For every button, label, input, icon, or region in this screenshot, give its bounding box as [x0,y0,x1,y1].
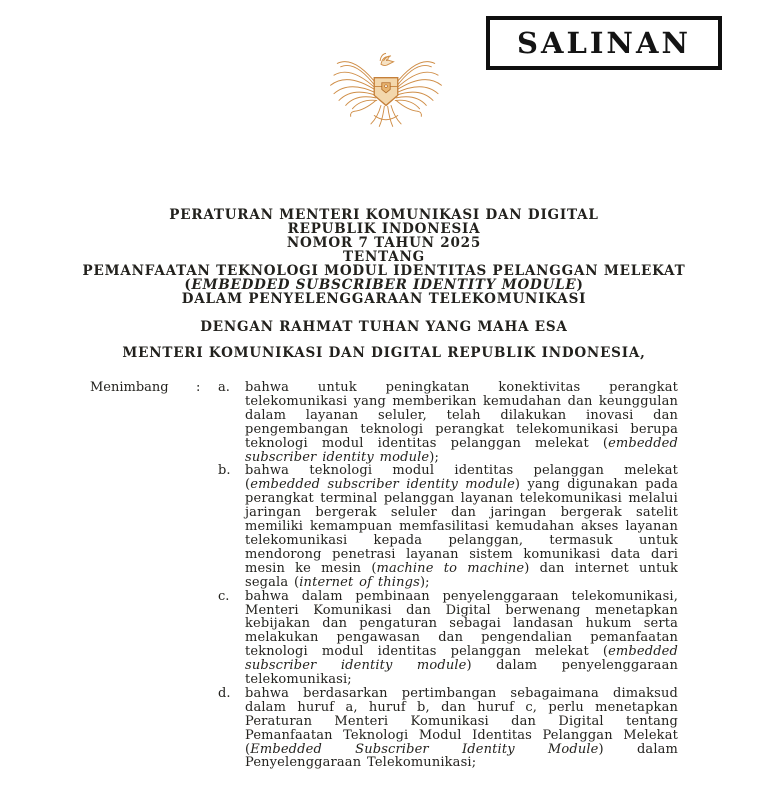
salinan-stamp [486,16,722,70]
left-wing [331,62,378,109]
item-text: bahwa teknologi modul identitas pelanggan melekat (embedded subscriber identity module) yang digunakan pada perangkat terminal pelanggan layanan telekomunikasi melalui jaringan bergerak seluler dan jaringan bergerak satelit memiliki kemampuan memfasilitasi kemudahan akses layanan telekomunikasi kepada pelanggan, termasuk untuk mendorong penetrasi layanan sistem komunikasi data dari mesin ke mesin (machine to machine) dan internet untuk segala (internet of things); [245,463,678,590]
title-line-republic: REPUBLIK INDONESIA [287,221,481,237]
invocation-line: DENGAN RAHMAT TUHAN YANG MAHA ESA [200,319,568,335]
considering-item-c [218,590,678,687]
title-line-scope: DALAM PENYELENGGARAAN TELEKOMUNIKASI [181,291,587,307]
considering-item-b [218,464,678,589]
title-line-subject: PEMANFAATAN TEKNOLOGI MODUL IDENTITAS PELANGGAN MELEKAT [82,263,686,279]
considering-colon: : [196,380,201,395]
title-line-esim: (EMBEDDED SUBSCRIBER IDENTITY MODULE) [184,277,584,293]
item-letter: c. [218,588,230,604]
pancasila-shield [374,78,398,106]
item-letter: b. [218,463,231,479]
right-wing [394,62,441,109]
considering-item-d [218,687,678,770]
considering-items [218,381,678,770]
item-text: bahwa untuk peningkatan konektivitas perangkat telekomunikasi yang memberikan kemudahan dan keunggulan dalam layanan seluler, telah dilakukan inovasi dan pengembangan teknologi perangkat telekomunikasi berupa teknologi modul identitas pelanggan melekat (embedded subscriber identity module); [245,380,678,465]
tail-feathers [371,105,401,126]
item-letter: d. [218,685,231,701]
garuda-head [380,53,393,65]
title-line-number: NOMOR 7 TAHUN 2025 [286,235,482,251]
authority-line: MENTERI KOMUNIKASI DAN DIGITAL REPUBLIK INDONESIA, [122,345,646,361]
item-letter: a. [218,380,230,395]
garuda-pancasila-emblem [326,50,446,134]
considering-label: Menimbang [90,380,169,395]
document-title [54,208,714,306]
title-line-tentang: TENTANG [343,249,425,265]
title-line-regulation: PERATURAN MENTERI KOMUNIKASI DAN DIGITAL [169,207,599,223]
item-text: bahwa dalam pembinaan penyelenggaraan telekomunikasi, Menteri Komunikasi dan Digital berwenang menetapkan kebijakan dan pengaturan sebagai landasan hukum serta melakukan pengawasan dan pengendalian pemanfaatan teknologi modul identitas pelanggan melekat (embedded subscriber identity module) dalam penyelenggaraan telekomunikasi; [245,588,678,688]
item-text: bahwa berdasarkan pertimbangan sebagaimana dimaksud dalam huruf a, huruf b, dan huruf c, perlu menetapkan Peraturan Menteri Komunikasi dan Digital tentang Pemanfaatan Teknologi Modul Identitas Pelanggan Melekat (Embedded Subscriber Identity Module) dalam Penyelenggaraan Telekomunikasi; [245,685,678,771]
considering-item-a [218,381,678,464]
considering-section [90,381,678,770]
salinan-stamp-label: SALINAN [517,26,691,60]
